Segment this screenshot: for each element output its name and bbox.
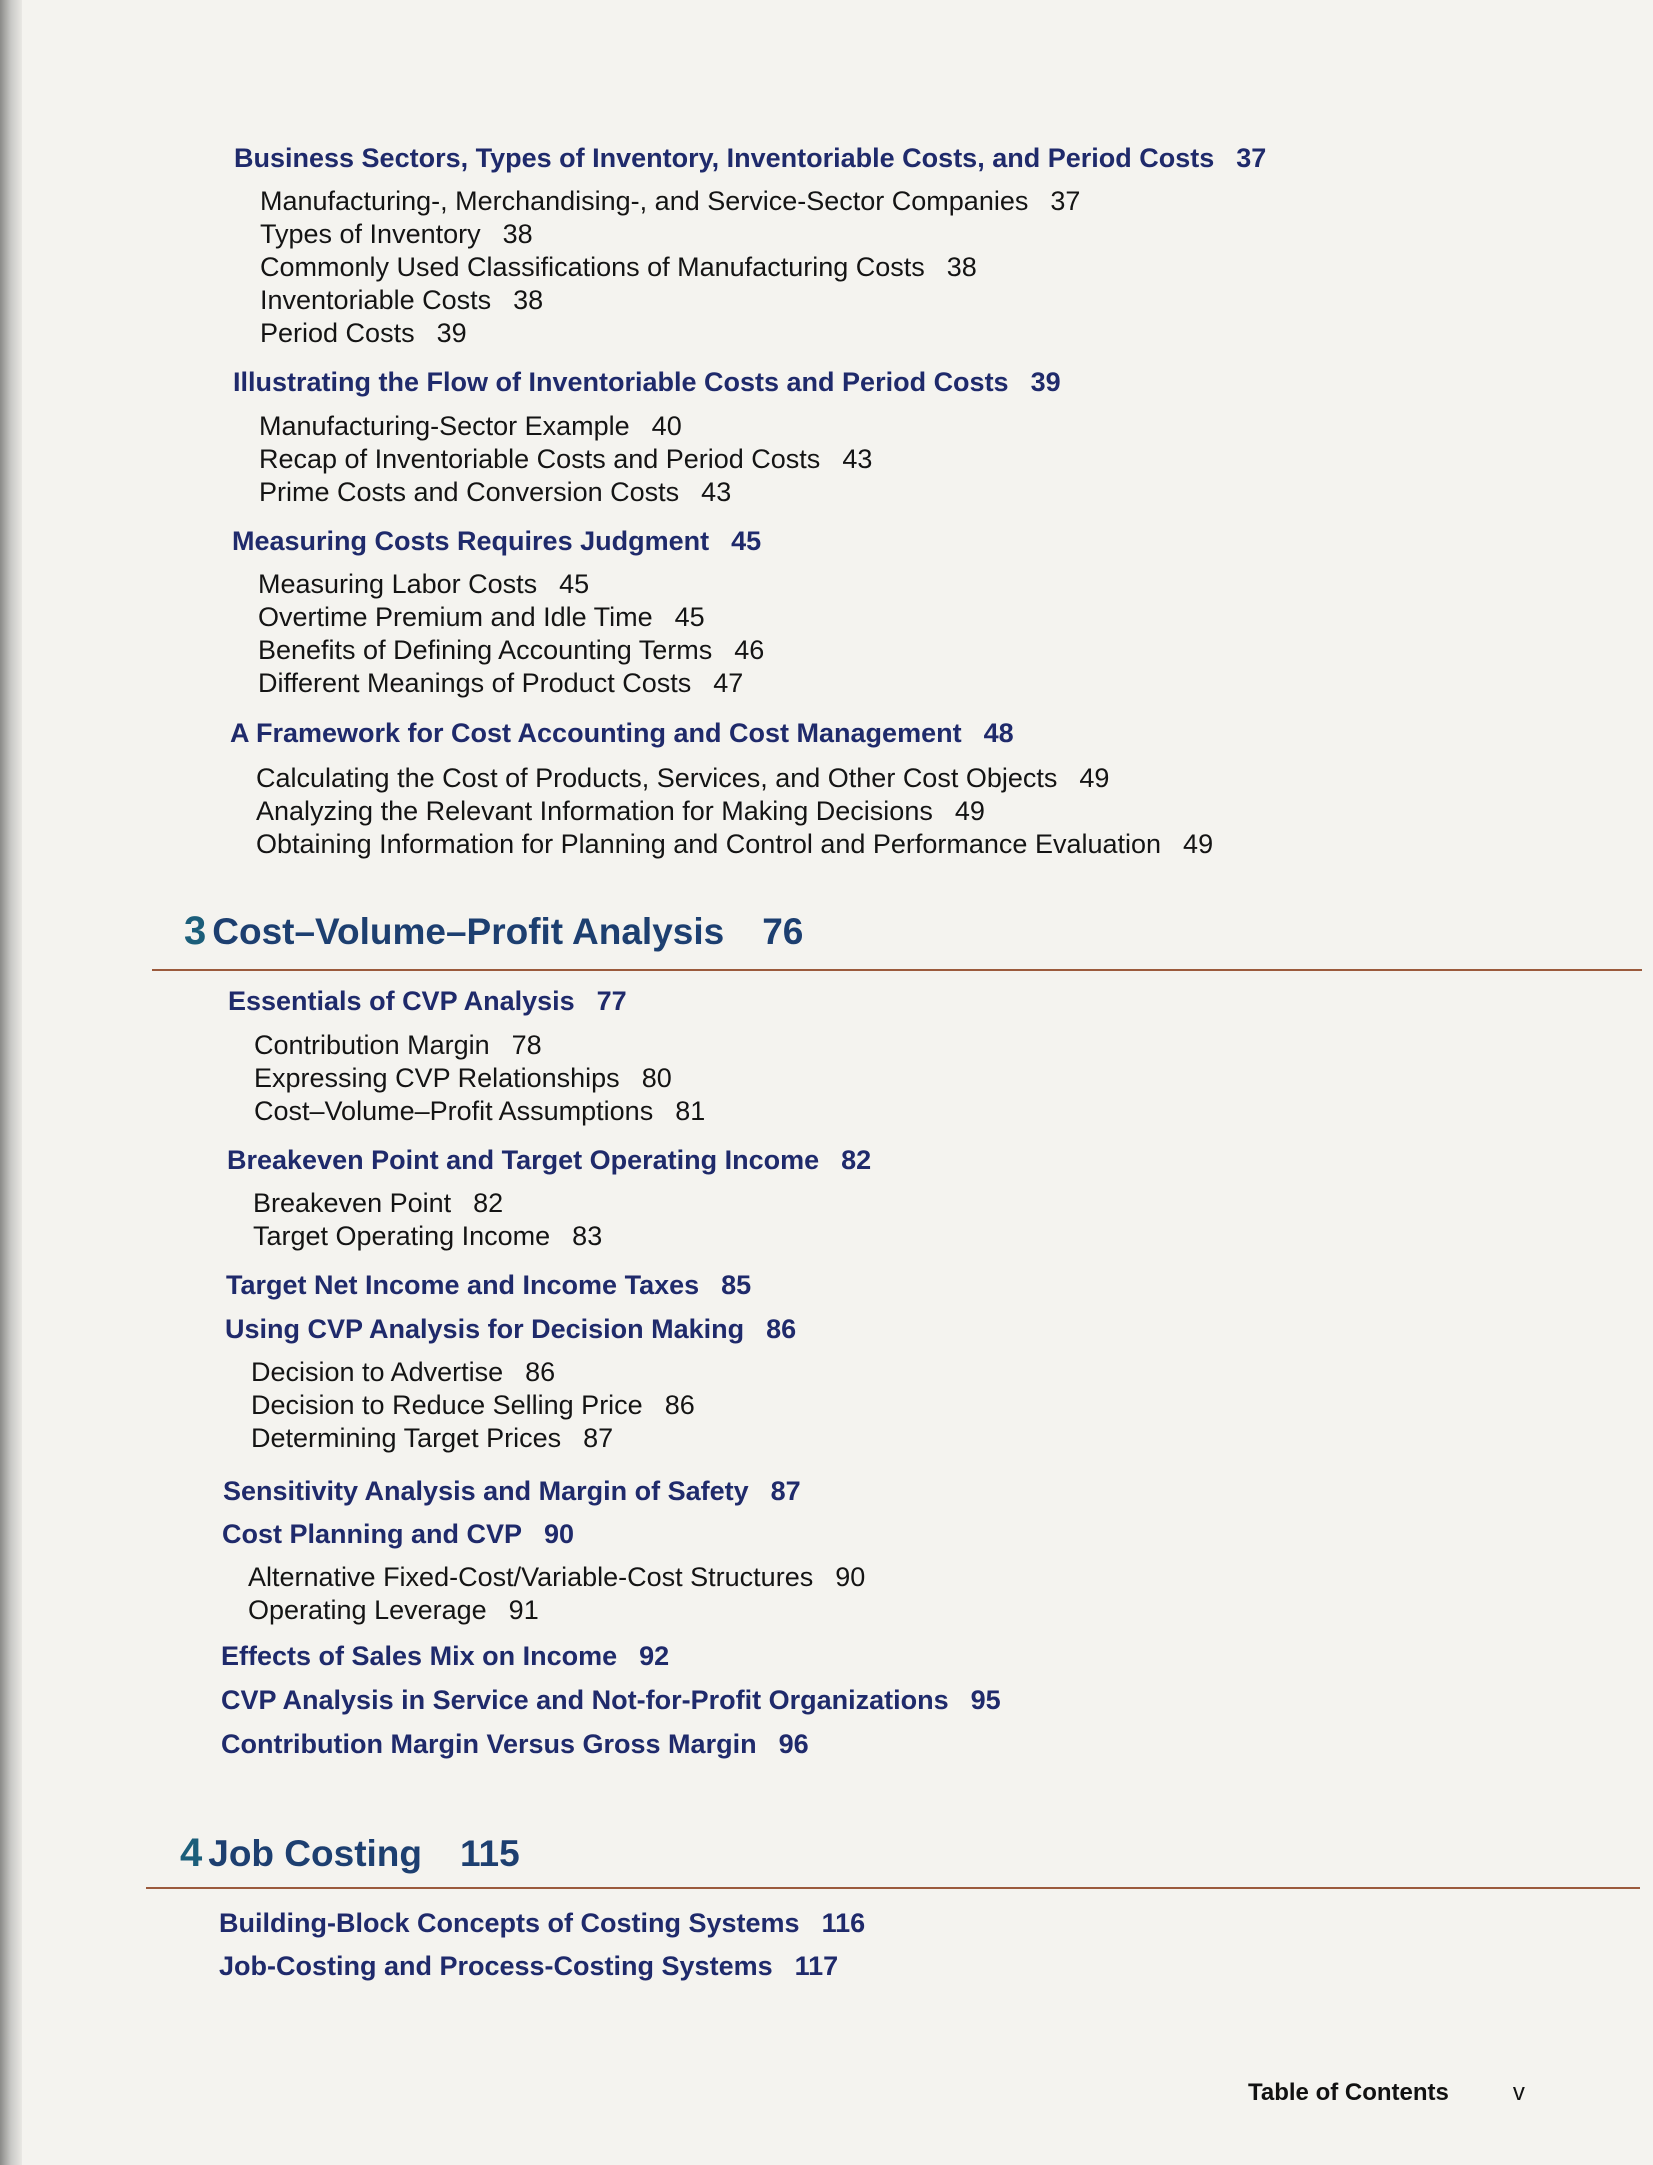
section-page: 77: [596, 986, 627, 1016]
chapter-page: 76: [762, 911, 804, 952]
item-label: Alternative Fixed-Cost/Variable-Cost Structures: [248, 1562, 814, 1592]
item-page: 80: [641, 1063, 672, 1093]
item-label: Determining Target Prices: [251, 1423, 562, 1453]
item-label: Benefits of Defining Accounting Terms: [258, 635, 713, 665]
item-page: 45: [674, 602, 705, 632]
section-page: 39: [1030, 367, 1061, 397]
section-title: Measuring Costs Requires Judgment: [232, 526, 710, 556]
item-label: Cost–Volume–Profit Assumptions: [254, 1096, 654, 1126]
section-title: CVP Analysis in Service and Not-for-Profit Organizations: [221, 1685, 949, 1715]
chapter-title: Cost–Volume–Profit Analysis: [212, 911, 725, 952]
item-page: 49: [954, 796, 985, 826]
toc-item[interactable]: [260, 219, 533, 250]
item-page: 43: [701, 477, 732, 507]
item-page: 43: [842, 444, 873, 474]
item-label: Manufacturing-, Merchandising-, and Service-Sector Companies: [260, 186, 1029, 216]
item-page: 38: [513, 285, 544, 315]
toc-item[interactable]: [260, 318, 467, 349]
item-label: Manufacturing-Sector Example: [259, 411, 630, 441]
item-label: Expressing CVP Relationships: [254, 1063, 620, 1093]
section-page: 96: [778, 1729, 809, 1759]
footer-label: Table of Contents: [1248, 2079, 1449, 2106]
item-label: Obtaining Information for Planning and Control and Performance Evaluation: [256, 829, 1162, 859]
item-label: Analyzing the Relevant Information for Making Decisions: [256, 796, 933, 826]
toc-section[interactable]: [221, 1685, 1001, 1716]
section-title: Sensitivity Analysis and Margin of Safety: [223, 1476, 749, 1506]
item-page: 38: [502, 219, 533, 249]
section-title: Using CVP Analysis for Decision Making: [225, 1314, 745, 1344]
item-page: 40: [651, 411, 682, 441]
section-title: Illustrating the Flow of Inventoriable Costs and Period Costs: [233, 367, 1009, 397]
item-label: Different Meanings of Product Costs: [258, 668, 692, 698]
toc-section[interactable]: [227, 1145, 871, 1176]
toc-item[interactable]: [256, 796, 985, 827]
toc-item[interactable]: [256, 763, 1109, 794]
item-label: Period Costs: [260, 318, 415, 348]
item-label: Recap of Inventoriable Costs and Period Costs: [259, 444, 821, 474]
item-page: 47: [713, 668, 744, 698]
toc-item[interactable]: [260, 285, 543, 316]
item-page: 83: [572, 1221, 603, 1251]
toc-section[interactable]: [228, 986, 627, 1017]
toc-item[interactable]: [251, 1390, 695, 1421]
section-title: Target Net Income and Income Taxes: [226, 1270, 700, 1300]
item-page: 78: [511, 1030, 542, 1060]
item-page: 46: [734, 635, 765, 665]
toc-section[interactable]: [233, 367, 1061, 398]
item-label: Decision to Reduce Selling Price: [251, 1390, 643, 1420]
toc-item[interactable]: [251, 1357, 555, 1388]
toc-item[interactable]: [254, 1096, 705, 1127]
item-label: Operating Leverage: [248, 1595, 487, 1625]
item-page: 90: [835, 1562, 866, 1592]
item-page: 38: [946, 252, 977, 282]
chapter-number: 3: [184, 909, 207, 953]
toc-section[interactable]: [230, 718, 1014, 749]
item-label: Types of Inventory: [260, 219, 481, 249]
chapter-page: 115: [460, 1833, 520, 1874]
toc-section[interactable]: [225, 1314, 796, 1345]
section-page: 95: [970, 1685, 1001, 1715]
item-label: Breakeven Point: [253, 1188, 452, 1218]
toc-item[interactable]: [259, 444, 872, 475]
toc-item[interactable]: [258, 602, 705, 633]
item-label: Prime Costs and Conversion Costs: [259, 477, 680, 507]
item-page: 81: [675, 1096, 706, 1126]
section-page: 90: [544, 1519, 575, 1549]
section-title: Essentials of CVP Analysis: [228, 986, 575, 1016]
section-page: 86: [766, 1314, 797, 1344]
chapter-heading[interactable]: [184, 909, 803, 954]
section-page: 37: [1236, 143, 1267, 173]
toc-item[interactable]: [259, 477, 731, 508]
chapter-divider: [146, 1887, 1640, 1889]
section-page: 117: [794, 1951, 839, 1981]
toc-section[interactable]: [219, 1951, 838, 1982]
toc-item[interactable]: [253, 1188, 503, 1219]
chapter-number: 4: [180, 1831, 203, 1875]
toc-section[interactable]: [219, 1908, 865, 1939]
section-page: 85: [721, 1270, 752, 1300]
item-label: Decision to Advertise: [251, 1357, 504, 1387]
item-page: 82: [473, 1188, 504, 1218]
section-page: 92: [639, 1641, 670, 1671]
section-title: Cost Planning and CVP: [222, 1519, 523, 1549]
toc-item[interactable]: [248, 1595, 539, 1626]
item-page: 91: [508, 1595, 539, 1625]
toc-item[interactable]: [251, 1423, 613, 1454]
section-title: A Framework for Cost Accounting and Cost Management: [230, 718, 962, 748]
toc-section[interactable]: [222, 1519, 574, 1550]
toc-section[interactable]: [221, 1641, 669, 1672]
toc-item[interactable]: [253, 1221, 602, 1252]
toc-item[interactable]: [259, 411, 682, 442]
section-page: 87: [770, 1476, 801, 1506]
toc-item[interactable]: [258, 668, 743, 699]
item-label: Measuring Labor Costs: [258, 569, 538, 599]
toc-item[interactable]: [258, 635, 764, 666]
toc-item[interactable]: [248, 1562, 865, 1593]
item-page: 39: [436, 318, 467, 348]
section-page: 48: [983, 718, 1014, 748]
section-title: Effects of Sales Mix on Income: [221, 1641, 618, 1671]
item-page: 49: [1183, 829, 1214, 859]
chapter-divider: [152, 969, 1642, 971]
section-title: Job-Costing and Process-Costing Systems: [219, 1951, 773, 1981]
item-page: 49: [1079, 763, 1110, 793]
footer-page-number: v: [1512, 2079, 1525, 2106]
item-label: Calculating the Cost of Products, Services, and Other Cost Objects: [256, 763, 1058, 793]
toc-item[interactable]: [254, 1063, 672, 1094]
page-footer: [1248, 2079, 1525, 2107]
toc-section[interactable]: [223, 1476, 801, 1507]
section-title: Contribution Margin Versus Gross Margin: [221, 1729, 757, 1759]
toc-section[interactable]: [226, 1270, 751, 1301]
chapter-heading[interactable]: [180, 1831, 520, 1876]
section-title: Breakeven Point and Target Operating Income: [227, 1145, 820, 1175]
item-label: Commonly Used Classifications of Manufacturing Costs: [260, 252, 925, 282]
toc-item[interactable]: [254, 1030, 542, 1061]
item-label: Overtime Premium and Idle Time: [258, 602, 653, 632]
item-page: 37: [1050, 186, 1081, 216]
item-page: 87: [583, 1423, 614, 1453]
toc-item[interactable]: [260, 186, 1080, 217]
item-label: Contribution Margin: [254, 1030, 490, 1060]
section-title: Building-Block Concepts of Costing Systems: [219, 1908, 800, 1938]
toc-item[interactable]: [256, 829, 1213, 860]
chapter-title: Job Costing: [208, 1833, 423, 1874]
section-page: 116: [821, 1908, 866, 1938]
section-title: Business Sectors, Types of Inventory, Inventoriable Costs, and Period Costs: [234, 143, 1215, 173]
item-label: Inventoriable Costs: [260, 285, 492, 315]
section-page: 82: [841, 1145, 872, 1175]
item-page: 45: [559, 569, 590, 599]
toc-section[interactable]: [232, 526, 761, 557]
toc-item[interactable]: [258, 569, 589, 600]
item-label: Target Operating Income: [253, 1221, 551, 1251]
item-page: 86: [664, 1390, 695, 1420]
toc-section[interactable]: [234, 143, 1266, 174]
toc-item[interactable]: [260, 252, 977, 283]
item-page: 86: [525, 1357, 556, 1387]
toc-section[interactable]: [221, 1729, 809, 1760]
section-page: 45: [731, 526, 762, 556]
